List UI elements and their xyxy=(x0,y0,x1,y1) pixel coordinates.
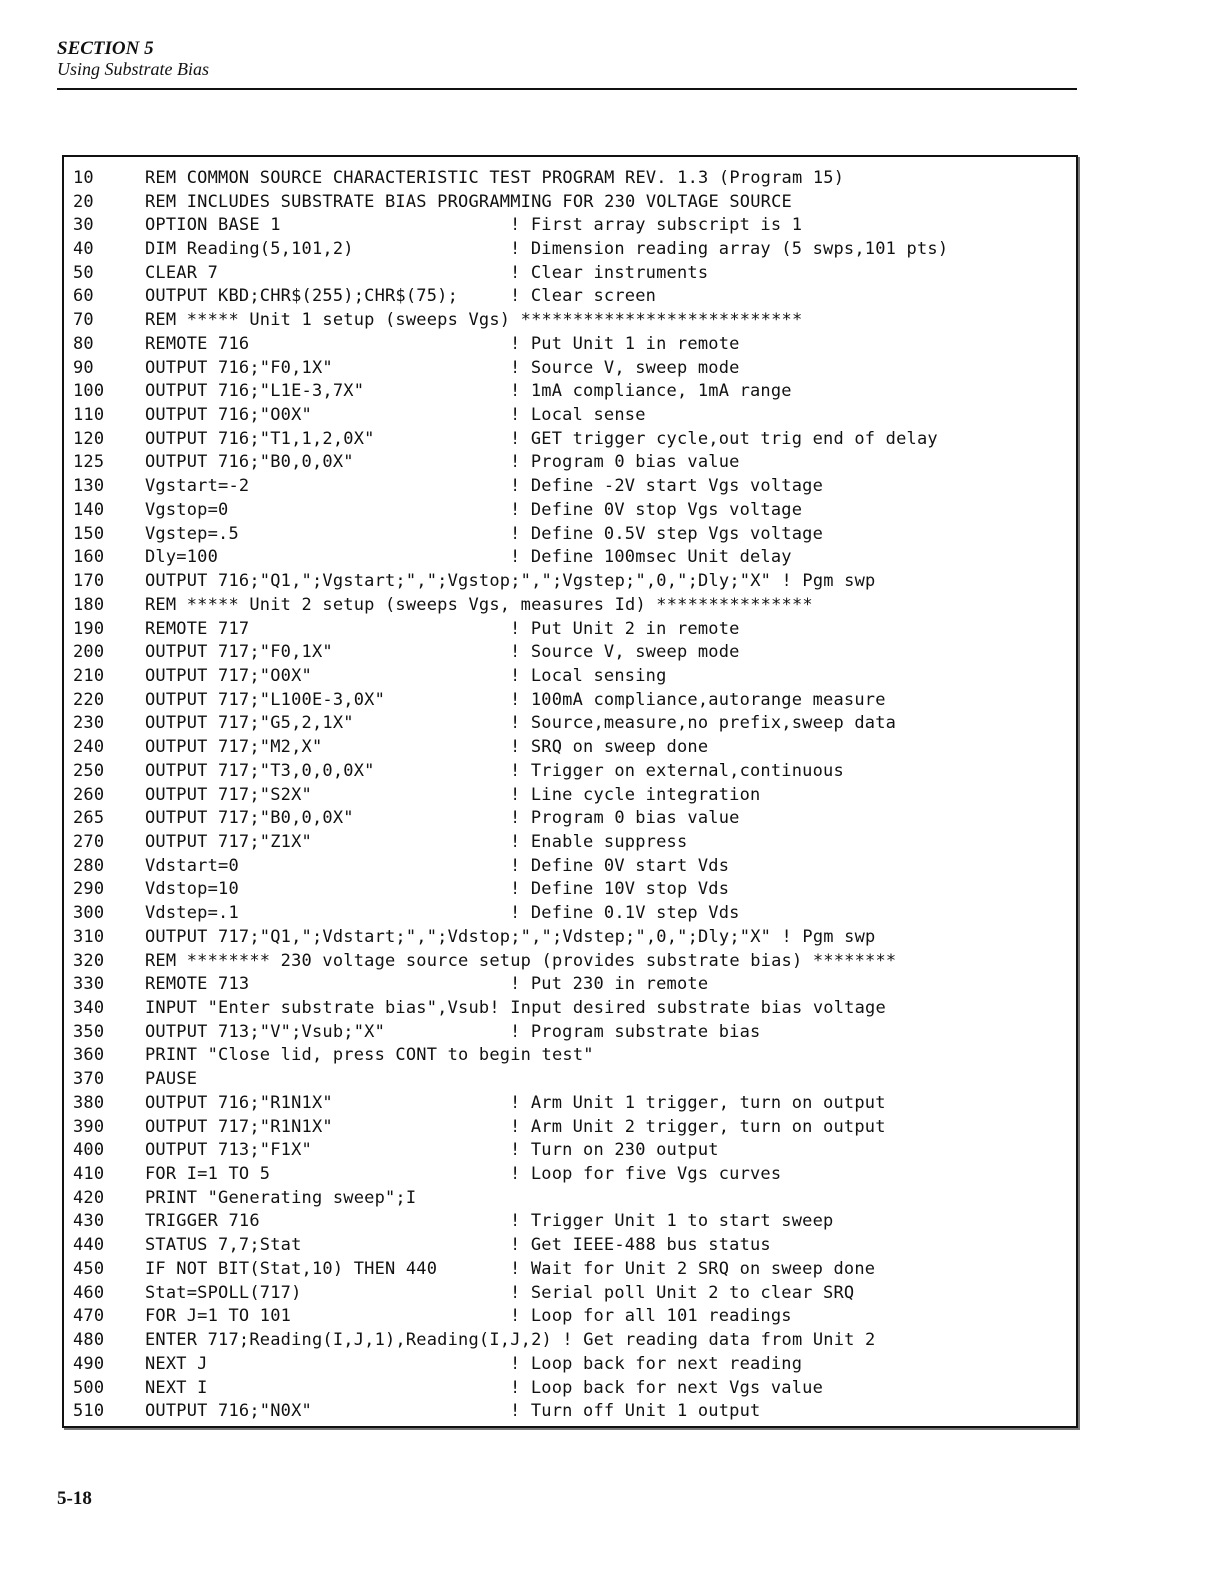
code-statement: REMOTE 717 xyxy=(145,618,250,639)
code-statement: REM ***** Unit 1 setup (sweeps Vgs) *************************** xyxy=(145,310,803,331)
code-statement: OUTPUT 713;"V";Vsub;"X" xyxy=(145,1021,386,1042)
code-comment: ! Clear instruments xyxy=(510,262,709,283)
code-line xyxy=(73,925,1070,949)
code-comment: ! Wait for Unit 2 SRQ on sweep done xyxy=(510,1258,876,1279)
code-comment: ! Source,measure,no prefix,sweep data xyxy=(510,713,897,734)
code-comment: ! Serial poll Unit 2 to clear SRQ xyxy=(510,1282,855,1303)
line-number: 460 xyxy=(73,1282,105,1303)
program-listing xyxy=(73,166,1070,1423)
code-line xyxy=(73,546,1070,570)
line-number: 340 xyxy=(73,998,105,1019)
code-statement: Vgstop=0 xyxy=(145,499,229,520)
line-number: 265 xyxy=(73,808,105,829)
line-number: 480 xyxy=(73,1330,105,1351)
code-line xyxy=(73,1281,1070,1305)
code-line xyxy=(73,190,1070,214)
code-statement: Vdstart=0 xyxy=(145,855,239,876)
page-number: 5-18 xyxy=(57,1488,92,1509)
line-number: 90 xyxy=(73,357,94,378)
line-number: 40 xyxy=(73,239,94,260)
line-number: 260 xyxy=(73,784,105,805)
code-comment: ! Define 0V stop Vgs voltage xyxy=(510,499,803,520)
code-line xyxy=(73,830,1070,854)
line-number: 250 xyxy=(73,760,105,781)
line-number: 160 xyxy=(73,547,105,568)
code-statement: OUTPUT 717;"G5,2,1X" xyxy=(145,713,354,734)
code-line xyxy=(73,403,1070,427)
program-listing-box xyxy=(62,155,1078,1428)
line-number: 350 xyxy=(73,1021,105,1042)
line-number: 190 xyxy=(73,618,105,639)
code-statement: REMOTE 716 xyxy=(145,333,250,354)
code-line xyxy=(73,735,1070,759)
code-comment: ! Trigger on external,continuous xyxy=(510,760,844,781)
line-number: 290 xyxy=(73,879,105,900)
code-comment: ! Define 10V stop Vds xyxy=(510,879,730,900)
code-line xyxy=(73,1138,1070,1162)
code-comment: ! Trigger Unit 1 to start sweep xyxy=(510,1211,834,1232)
code-statement: INPUT "Enter substrate bias",Vsub! Input desired substrate bias voltage xyxy=(145,998,886,1019)
line-number: 170 xyxy=(73,571,105,592)
line-number: 230 xyxy=(73,713,105,734)
code-line xyxy=(73,901,1070,925)
code-line xyxy=(73,949,1070,973)
code-comment: ! Put Unit 1 in remote xyxy=(510,333,740,354)
code-line xyxy=(73,996,1070,1020)
code-line xyxy=(73,166,1070,190)
code-line xyxy=(73,972,1070,996)
code-line xyxy=(73,1162,1070,1186)
line-number: 20 xyxy=(73,191,94,212)
code-statement: TRIGGER 716 xyxy=(145,1211,260,1232)
line-number: 390 xyxy=(73,1116,105,1137)
line-number: 130 xyxy=(73,476,105,497)
code-line xyxy=(73,451,1070,475)
code-line xyxy=(73,854,1070,878)
code-line xyxy=(73,427,1070,451)
line-number: 270 xyxy=(73,831,105,852)
code-line xyxy=(73,1399,1070,1423)
code-statement: OUTPUT KBD;CHR$(255);CHR$(75); xyxy=(145,286,459,307)
code-statement: NEXT J xyxy=(145,1353,208,1374)
code-comment: ! Put Unit 2 in remote xyxy=(510,618,740,639)
code-statement: OUTPUT 717;"T3,0,0,0X" xyxy=(145,760,375,781)
code-statement: REMOTE 713 xyxy=(145,974,250,995)
code-comment: ! Put 230 in remote xyxy=(510,974,709,995)
code-statement: PAUSE xyxy=(145,1069,198,1090)
code-comment: ! First array subscript is 1 xyxy=(510,215,803,236)
line-number: 470 xyxy=(73,1306,105,1327)
code-line xyxy=(73,261,1070,285)
code-statement: OUTPUT 717;"O0X" xyxy=(145,665,312,686)
line-number: 110 xyxy=(73,405,105,426)
line-number: 100 xyxy=(73,381,105,402)
code-line xyxy=(73,1328,1070,1352)
line-number: 50 xyxy=(73,262,94,283)
code-statement: OUTPUT 717;"Z1X" xyxy=(145,831,312,852)
code-statement: OUTPUT 717;"M2,X" xyxy=(145,737,323,758)
code-comment: ! Dimension reading array (5 swps,101 pts) xyxy=(510,239,949,260)
code-statement: OUTPUT 717;"S2X" xyxy=(145,784,312,805)
code-line xyxy=(73,498,1070,522)
code-statement: Stat=SPOLL(717) xyxy=(145,1282,302,1303)
code-statement: Vgstart=-2 xyxy=(145,476,250,497)
code-statement: REM ***** Unit 2 setup (sweeps Vgs, measures Id) *************** xyxy=(145,594,813,615)
code-comment: ! Define 0.5V step Vgs voltage xyxy=(510,523,824,544)
code-line xyxy=(73,688,1070,712)
line-number: 450 xyxy=(73,1258,105,1279)
code-line xyxy=(73,783,1070,807)
code-statement: Vgstep=.5 xyxy=(145,523,239,544)
line-number: 420 xyxy=(73,1187,105,1208)
line-number: 310 xyxy=(73,926,105,947)
line-number: 280 xyxy=(73,855,105,876)
code-line xyxy=(73,1044,1070,1068)
line-number: 370 xyxy=(73,1069,105,1090)
code-statement: Dly=100 xyxy=(145,547,219,568)
code-comment: ! Loop back for next reading xyxy=(510,1353,803,1374)
line-number: 490 xyxy=(73,1353,105,1374)
line-number: 430 xyxy=(73,1211,105,1232)
code-comment: ! Local sensing xyxy=(510,665,667,686)
code-comment: ! 100mA compliance,autorange measure xyxy=(510,689,886,710)
code-statement: Vdstep=.1 xyxy=(145,903,239,924)
code-statement: OUTPUT 716;"R1N1X" xyxy=(145,1092,333,1113)
code-line xyxy=(73,1115,1070,1139)
header-rule xyxy=(57,88,1077,90)
line-number: 70 xyxy=(73,310,94,331)
code-line xyxy=(73,237,1070,261)
code-statement: OUTPUT 716;"N0X" xyxy=(145,1401,312,1422)
code-statement: STATUS 7,7;Stat xyxy=(145,1235,302,1256)
line-number: 60 xyxy=(73,286,94,307)
code-statement: OUTPUT 716;"T1,1,2,0X" xyxy=(145,428,375,449)
line-number: 440 xyxy=(73,1235,105,1256)
code-line xyxy=(73,712,1070,736)
code-comment: ! Program 0 bias value xyxy=(510,808,740,829)
line-number: 330 xyxy=(73,974,105,995)
code-comment: ! GET trigger cycle,out trig end of delay xyxy=(510,428,938,449)
code-line xyxy=(73,640,1070,664)
section-title: SECTION 5 xyxy=(57,38,154,59)
code-line xyxy=(73,878,1070,902)
code-comment: ! Program substrate bias xyxy=(510,1021,761,1042)
line-number: 125 xyxy=(73,452,105,473)
code-statement: REM INCLUDES SUBSTRATE BIAS PROGRAMMING FOR 230 VOLTAGE SOURCE xyxy=(145,191,792,212)
code-line xyxy=(73,569,1070,593)
code-statement: FOR I=1 TO 5 xyxy=(145,1164,271,1185)
code-line xyxy=(73,285,1070,309)
code-line xyxy=(73,1186,1070,1210)
code-comment: ! Clear screen xyxy=(510,286,657,307)
code-comment: ! Arm Unit 2 trigger, turn on output xyxy=(510,1116,886,1137)
code-line xyxy=(73,213,1070,237)
code-comment: ! Define -2V start Vgs voltage xyxy=(510,476,824,497)
code-comment: ! SRQ on sweep done xyxy=(510,737,709,758)
code-line xyxy=(73,474,1070,498)
code-statement: OUTPUT 716;"F0,1X" xyxy=(145,357,333,378)
code-statement: OUTPUT 716;"Q1,";Vgstart;",";Vgstop;",";Vgstep;",0,";Dly;"X" ! Pgm swp xyxy=(145,571,876,592)
code-comment: ! Loop for all 101 readings xyxy=(510,1306,792,1327)
line-number: 150 xyxy=(73,523,105,544)
code-statement: OUTPUT 717;"F0,1X" xyxy=(145,642,333,663)
code-line xyxy=(73,522,1070,546)
line-number: 380 xyxy=(73,1092,105,1113)
code-statement: DIM Reading(5,101,2) xyxy=(145,239,354,260)
code-line xyxy=(73,1067,1070,1091)
line-number: 200 xyxy=(73,642,105,663)
code-statement: IF NOT BIT(Stat,10) THEN 440 xyxy=(145,1258,438,1279)
code-comment: ! Source V, sweep mode xyxy=(510,357,740,378)
line-number: 360 xyxy=(73,1045,105,1066)
code-comment: ! Line cycle integration xyxy=(510,784,761,805)
code-line xyxy=(73,759,1070,783)
code-statement: OPTION BASE 1 xyxy=(145,215,281,236)
code-comment: ! Loop for five Vgs curves xyxy=(510,1164,782,1185)
code-statement: OUTPUT 717;"Q1,";Vdstart;",";Vdstop;",";Vdstep;",0,";Dly;"X" ! Pgm swp xyxy=(145,926,876,947)
code-line xyxy=(73,1305,1070,1329)
line-number: 140 xyxy=(73,499,105,520)
line-number: 180 xyxy=(73,594,105,615)
code-line xyxy=(73,1376,1070,1400)
code-line xyxy=(73,1233,1070,1257)
code-comment: ! Define 0V start Vds xyxy=(510,855,730,876)
code-line xyxy=(73,1257,1070,1281)
line-number: 320 xyxy=(73,950,105,971)
code-statement: REM ******** 230 voltage source setup (provides substrate bias) ******** xyxy=(145,950,897,971)
code-statement: OUTPUT 716;"B0,0,0X" xyxy=(145,452,354,473)
code-line xyxy=(73,806,1070,830)
code-comment: ! Loop back for next Vgs value xyxy=(510,1377,824,1398)
code-statement: OUTPUT 717;"R1N1X" xyxy=(145,1116,333,1137)
code-comment: ! Local sense xyxy=(510,405,646,426)
code-comment: ! Turn on 230 output xyxy=(510,1140,719,1161)
line-number: 210 xyxy=(73,665,105,686)
code-comment: ! Enable suppress xyxy=(510,831,688,852)
code-line xyxy=(73,1210,1070,1234)
code-line xyxy=(73,664,1070,688)
code-statement: PRINT "Close lid, press CONT to begin test" xyxy=(145,1045,594,1066)
code-statement: FOR J=1 TO 101 xyxy=(145,1306,292,1327)
code-comment: ! Get IEEE-488 bus status xyxy=(510,1235,771,1256)
code-statement: OUTPUT 713;"F1X" xyxy=(145,1140,312,1161)
section-subtitle: Using Substrate Bias xyxy=(57,59,210,79)
code-comment: ! Arm Unit 1 trigger, turn on output xyxy=(510,1092,886,1113)
code-comment: ! Define 0.1V step Vds xyxy=(510,903,740,924)
line-number: 410 xyxy=(73,1164,105,1185)
line-number: 400 xyxy=(73,1140,105,1161)
code-line xyxy=(73,1091,1070,1115)
code-statement: CLEAR 7 xyxy=(145,262,219,283)
code-comment: ! Program 0 bias value xyxy=(510,452,740,473)
code-line xyxy=(73,379,1070,403)
line-number: 30 xyxy=(73,215,94,236)
code-statement: Vdstop=10 xyxy=(145,879,239,900)
code-statement: ENTER 717;Reading(I,J,1),Reading(I,J,2) ! Get reading data from Unit 2 xyxy=(145,1330,876,1351)
section-header xyxy=(57,38,209,80)
code-comment: ! Turn off Unit 1 output xyxy=(510,1401,761,1422)
code-comment: ! 1mA compliance, 1mA range xyxy=(510,381,792,402)
code-statement: PRINT "Generating sweep";I xyxy=(145,1187,417,1208)
code-statement: OUTPUT 717;"L100E-3,0X" xyxy=(145,689,386,710)
code-statement: REM COMMON SOURCE CHARACTERISTIC TEST PROGRAM REV. 1.3 (Program 15) xyxy=(145,167,845,188)
code-line xyxy=(73,356,1070,380)
line-number: 240 xyxy=(73,737,105,758)
code-line xyxy=(73,593,1070,617)
code-line xyxy=(73,1020,1070,1044)
code-comment: ! Source V, sweep mode xyxy=(510,642,740,663)
line-number: 220 xyxy=(73,689,105,710)
code-comment: ! Define 100msec Unit delay xyxy=(510,547,792,568)
code-line xyxy=(73,1352,1070,1376)
line-number: 300 xyxy=(73,903,105,924)
line-number: 500 xyxy=(73,1377,105,1398)
code-statement: OUTPUT 716;"L1E-3,7X" xyxy=(145,381,365,402)
code-line xyxy=(73,308,1070,332)
code-statement: NEXT I xyxy=(145,1377,208,1398)
line-number: 120 xyxy=(73,428,105,449)
line-number: 10 xyxy=(73,167,94,188)
code-statement: OUTPUT 717;"B0,0,0X" xyxy=(145,808,354,829)
code-line xyxy=(73,332,1070,356)
line-number: 510 xyxy=(73,1401,105,1422)
line-number: 80 xyxy=(73,333,94,354)
code-statement: OUTPUT 716;"O0X" xyxy=(145,405,312,426)
code-line xyxy=(73,617,1070,641)
